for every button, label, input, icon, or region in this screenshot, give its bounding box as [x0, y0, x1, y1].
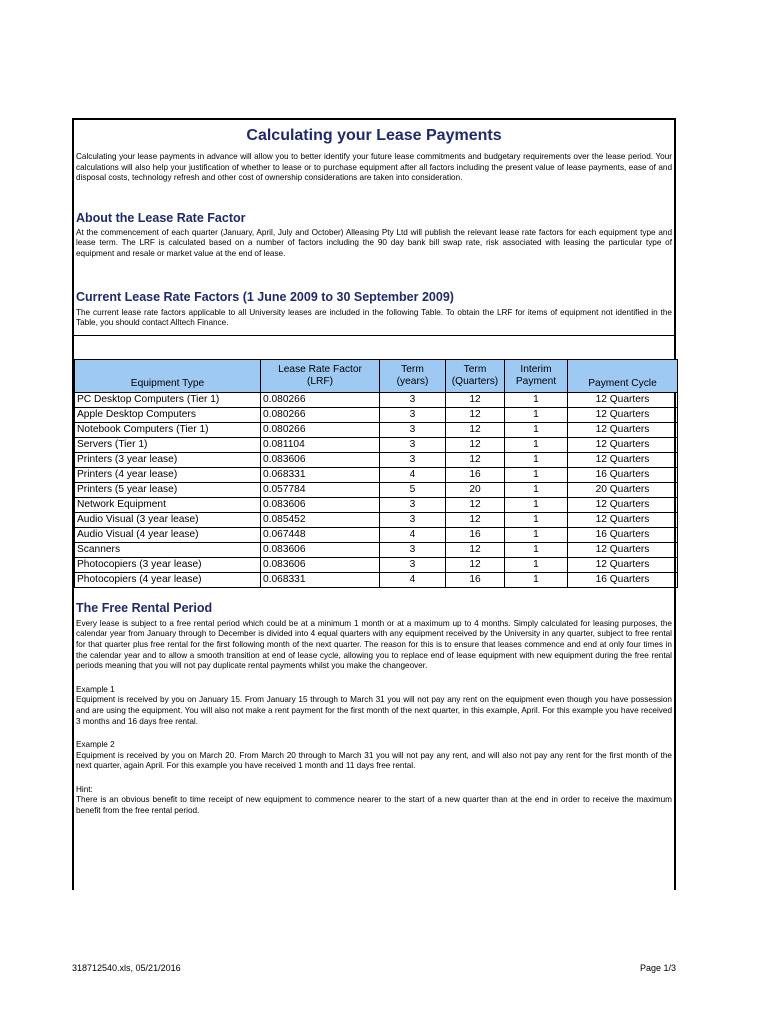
lease-rate-table [74, 359, 678, 588]
cell-equipment: Printers (4 year lease) [75, 467, 261, 482]
cell-interim: 1 [505, 497, 568, 512]
cell-interim: 1 [505, 542, 568, 557]
document-body [74, 127, 674, 817]
current-lrf-paragraph: The current lease rate factors applicable to all University leases are included in the following Table. To obtain the LRF for items of equipment not identified in the Table, you should contact Alltech Finance. [76, 307, 672, 328]
example1-paragraph: Equipment is received by you on January 15. From January 15 through to March 31 you will not pay any rent on the equipment even though you have possession and are using the equipment. You will also not make a rent payment for the first month of the next quarter, in this example, April. For this example you have received 3 months and 16 days free rental. [76, 695, 672, 726]
cell-cycle: 12 Quarters [568, 557, 678, 572]
cell-quarters: 16 [446, 572, 505, 587]
document-frame [72, 118, 676, 890]
cell-cycle: 20 Quarters [568, 482, 678, 497]
cell-equipment: Audio Visual (4 year lease) [75, 527, 261, 542]
table-row [75, 497, 678, 512]
header-payment-cycle: Payment Cycle [568, 359, 678, 392]
cell-years: 3 [380, 512, 446, 527]
header-term-quarters: Term (Quarters) [446, 359, 505, 392]
cell-cycle: 12 Quarters [568, 452, 678, 467]
footer-page-number: Page 1/3 [639, 963, 676, 973]
cell-quarters: 12 [446, 392, 505, 407]
table-row [75, 452, 678, 467]
footer-filename: 318712540.xls, 05/21/2016 [72, 963, 181, 973]
cell-years: 4 [380, 572, 446, 587]
cell-interim: 1 [505, 437, 568, 452]
cell-quarters: 16 [446, 527, 505, 542]
table-row [75, 407, 678, 422]
cell-lrf: 0.083606 [261, 557, 380, 572]
cell-years: 3 [380, 437, 446, 452]
cell-cycle: 12 Quarters [568, 407, 678, 422]
cell-years: 3 [380, 497, 446, 512]
cell-years: 3 [380, 452, 446, 467]
page-title: Calculating your Lease Payments [246, 127, 502, 144]
hint-label: Hint: [76, 784, 93, 794]
cell-lrf: 0.057784 [261, 482, 380, 497]
intro-paragraph: Calculating your lease payments in advance will allow you to better identify your future lease commitments and budgetary requirements over the lease period. Your calculations will also help your justification of whether to lease or to purchase equipment after all factors including the present value of lease payments, ease of and disposal costs, technology refresh and other cost of ownership considerations are taken into consideration. [76, 152, 672, 183]
table-row [75, 437, 678, 452]
cell-years: 3 [380, 392, 446, 407]
cell-equipment: Photocopiers (4 year lease) [75, 572, 261, 587]
cell-years: 3 [380, 422, 446, 437]
cell-equipment: Servers (Tier 1) [75, 437, 261, 452]
cell-interim: 1 [505, 512, 568, 527]
table-header-row [75, 359, 678, 392]
cell-quarters: 12 [446, 422, 505, 437]
table-row [75, 512, 678, 527]
header-lrf: Lease Rate Factor (LRF) [261, 359, 380, 392]
cell-cycle: 16 Quarters [568, 572, 678, 587]
cell-quarters: 12 [446, 557, 505, 572]
free-rental-paragraph: Every lease is subject to a free rental period which could be at a minimum 1 month or at a maximum up to 4 months. Simply calculated for leasing purposes, the calendar year from January through to December is divided into 4 equal quarters with any equipment received by the University in any quarter, subject to free rental for that quarter plus free rental for the first following month of the next quarter. The reason for this is to ensure that leases commence and end at only four times in the calendar year and to allow a smooth transition at end of lease cycle, allowing you to replace end of lease equipment with new equipment during the free rental periods meaning that you will not pay duplicate rental payments whilst you make the changeover. [76, 618, 672, 671]
cell-interim: 1 [505, 482, 568, 497]
cell-equipment: PC Desktop Computers (Tier 1) [75, 392, 261, 407]
cell-equipment: Network Equipment [75, 497, 261, 512]
table-row [75, 467, 678, 482]
cell-lrf: 0.068331 [261, 467, 380, 482]
example2-label: Example 2 [76, 740, 115, 750]
cell-interim: 1 [505, 467, 568, 482]
cell-cycle: 12 Quarters [568, 437, 678, 452]
cell-interim: 1 [505, 422, 568, 437]
cell-lrf: 0.080266 [261, 392, 380, 407]
header-term-years: Term (years) [380, 359, 446, 392]
example1-label: Example 1 [76, 684, 115, 694]
cell-lrf: 0.083606 [261, 452, 380, 467]
cell-cycle: 12 Quarters [568, 542, 678, 557]
cell-equipment: Audio Visual (3 year lease) [75, 512, 261, 527]
cell-lrf: 0.083606 [261, 542, 380, 557]
cell-interim: 1 [505, 527, 568, 542]
cell-years: 4 [380, 467, 446, 482]
cell-interim: 1 [505, 452, 568, 467]
cell-years: 3 [380, 407, 446, 422]
cell-quarters: 12 [446, 512, 505, 527]
about-paragraph: At the commencement of each quarter (January, April, July and October) Alleasing Pty Ltd will publish the relevant lease rate factors for each equipment type and lease term. The LRF is calculated based on a number of factors including the 90 day bank bill swap rate, risk associated with leasing the particular type of equipment and resale or market value at the end of lease. [76, 227, 672, 258]
table-row [75, 482, 678, 497]
table-row [75, 572, 678, 587]
cell-equipment: Scanners [75, 542, 261, 557]
cell-lrf: 0.081104 [261, 437, 380, 452]
cell-equipment: Notebook Computers (Tier 1) [75, 422, 261, 437]
hint-paragraph: There is an obvious benefit to time receipt of new equipment to commence nearer to the start of a new quarter than at the end in order to receive the maximum benefit from the free rental period. [76, 795, 672, 816]
section-divider [74, 335, 674, 336]
table-row [75, 422, 678, 437]
table-row [75, 557, 678, 572]
about-heading: About the Lease Rate Factor [76, 210, 246, 225]
cell-lrf: 0.067448 [261, 527, 380, 542]
cell-cycle: 16 Quarters [568, 467, 678, 482]
cell-equipment: Apple Desktop Computers [75, 407, 261, 422]
table-row [75, 542, 678, 557]
cell-lrf: 0.080266 [261, 407, 380, 422]
cell-cycle: 12 Quarters [568, 497, 678, 512]
cell-cycle: 12 Quarters [568, 392, 678, 407]
cell-interim: 1 [505, 557, 568, 572]
cell-interim: 1 [505, 572, 568, 587]
cell-cycle: 12 Quarters [568, 512, 678, 527]
cell-cycle: 12 Quarters [568, 422, 678, 437]
header-equipment-type: Equipment Type [75, 359, 261, 392]
current-lrf-heading: Current Lease Rate Factors (1 June 2009 to 30 September 2009) [76, 289, 454, 304]
cell-quarters: 12 [446, 407, 505, 422]
cell-lrf: 0.068331 [261, 572, 380, 587]
free-rental-heading: The Free Rental Period [76, 600, 213, 615]
table-row [75, 527, 678, 542]
cell-quarters: 12 [446, 542, 505, 557]
cell-years: 3 [380, 542, 446, 557]
cell-years: 3 [380, 557, 446, 572]
cell-quarters: 12 [446, 497, 505, 512]
cell-quarters: 12 [446, 452, 505, 467]
table-row [75, 392, 678, 407]
cell-lrf: 0.083606 [261, 497, 380, 512]
cell-years: 4 [380, 527, 446, 542]
header-interim-payment: Interim Payment [505, 359, 568, 392]
cell-quarters: 16 [446, 467, 505, 482]
cell-cycle: 16 Quarters [568, 527, 678, 542]
cell-lrf: 0.085452 [261, 512, 380, 527]
cell-equipment: Photocopiers (3 year lease) [75, 557, 261, 572]
cell-lrf: 0.080266 [261, 422, 380, 437]
example2-paragraph: Equipment is received by you on March 20. From March 20 through to March 31 you will not pay any rent, and will also not pay any rent for the first month of the next quarter, again April. For this example you have received 1 month and 11 days free rental. [76, 750, 672, 771]
cell-interim: 1 [505, 407, 568, 422]
cell-interim: 1 [505, 392, 568, 407]
cell-equipment: Printers (3 year lease) [75, 452, 261, 467]
cell-equipment: Printers (5 year lease) [75, 482, 261, 497]
cell-quarters: 20 [446, 482, 505, 497]
cell-years: 5 [380, 482, 446, 497]
cell-quarters: 12 [446, 437, 505, 452]
